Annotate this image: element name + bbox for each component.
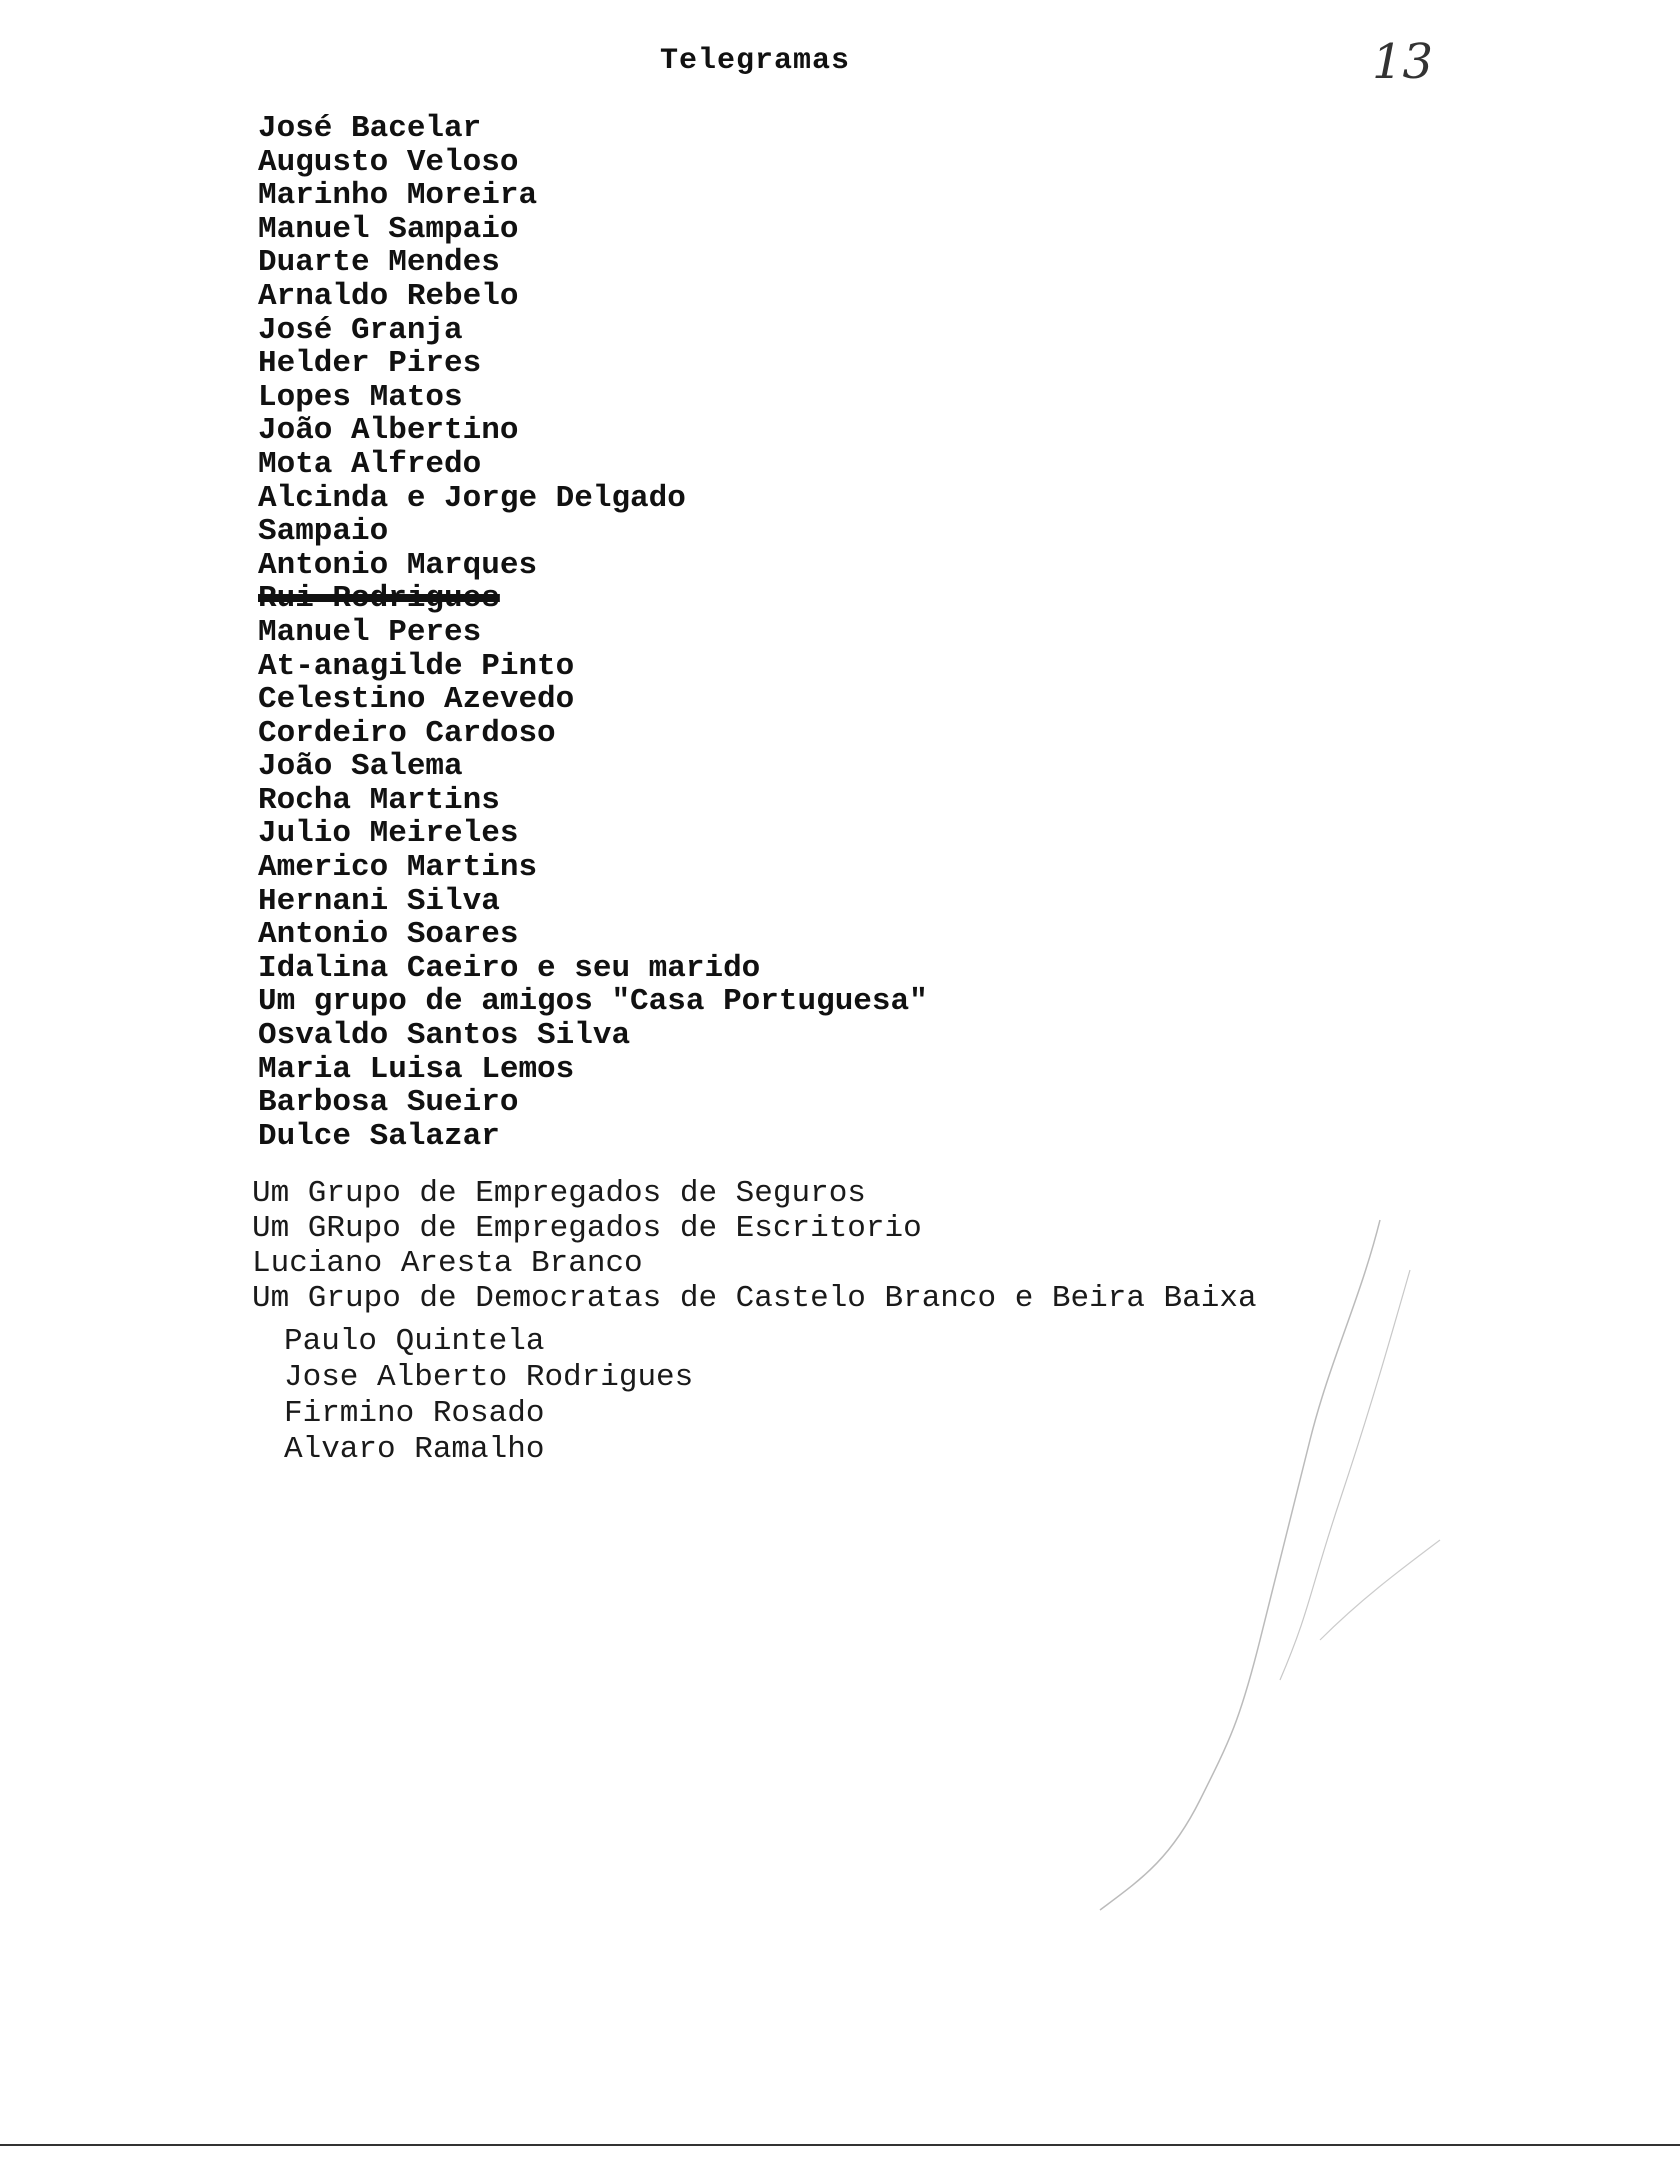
telegram-sender: Duarte Mendes bbox=[258, 245, 500, 281]
telegram-senders-list bbox=[258, 112, 928, 1153]
page-number: 13 bbox=[1372, 34, 1434, 90]
telegram-indented-names-list bbox=[284, 1324, 693, 1468]
telegram-sender: Alcinda e Jorge Delgado bbox=[258, 480, 686, 516]
telegram-sender: Barbosa Sueiro bbox=[258, 1085, 519, 1121]
telegram-sender: At-anagilde Pinto bbox=[258, 648, 575, 684]
telegram-sender: Sampaio bbox=[258, 514, 389, 550]
telegram-sender: Hernani Silva bbox=[258, 883, 500, 919]
telegram-indented-name: Firmino Rosado bbox=[284, 1396, 545, 1431]
telegram-sender: João Salema bbox=[258, 749, 463, 785]
telegram-group: Um Grupo de Democratas de Castelo Branco e Beira Baixa bbox=[252, 1281, 1257, 1316]
telegram-indented-name: Paulo Quintela bbox=[284, 1324, 545, 1359]
pencil-scribble bbox=[1080, 1180, 1480, 1920]
telegram-sender: Idalina Caeiro e seu marido bbox=[258, 950, 761, 986]
telegram-sender: Cordeiro Cardoso bbox=[258, 715, 556, 751]
bottom-rule bbox=[0, 2144, 1680, 2146]
telegram-sender: Americo Martins bbox=[258, 850, 538, 886]
telegram-sender: Augusto Veloso bbox=[258, 144, 519, 180]
telegram-sender: Antonio Marques bbox=[258, 547, 538, 583]
telegram-sender: José Granja bbox=[258, 312, 463, 348]
telegram-group: Um Grupo de Empregados de Seguros bbox=[252, 1176, 866, 1211]
telegram-indented-name: Jose Alberto Rodrigues bbox=[284, 1360, 694, 1395]
telegram-sender: João Albertino bbox=[258, 413, 519, 449]
telegram-sender: Mota Alfredo bbox=[258, 446, 482, 482]
telegram-group: Luciano Aresta Branco bbox=[252, 1246, 643, 1281]
telegram-sender: Osvaldo Santos Silva bbox=[258, 1018, 631, 1054]
telegram-sender: Rui Rodrigues bbox=[258, 581, 500, 617]
telegram-sender: Dulce Salazar bbox=[258, 1118, 500, 1154]
telegram-sender: José Bacelar bbox=[258, 111, 482, 146]
telegram-sender: Julio Meireles bbox=[258, 816, 519, 852]
telegram-sender: Marinho Moreira bbox=[258, 178, 538, 214]
telegram-sender: Maria Luisa Lemos bbox=[258, 1051, 575, 1087]
telegram-sender: Manuel Peres bbox=[258, 614, 482, 650]
telegram-sender: Arnaldo Rebelo bbox=[258, 278, 519, 314]
telegram-sender: Lopes Matos bbox=[258, 379, 463, 415]
telegram-sender: Antonio Soares bbox=[258, 917, 519, 953]
telegram-sender: Celestino Azevedo bbox=[258, 682, 575, 718]
telegram-sender: Rocha Martins bbox=[258, 782, 500, 818]
telegram-sender: Um grupo de amigos "Casa Portuguesa" bbox=[258, 984, 928, 1020]
telegram-sender: Manuel Sampaio bbox=[258, 211, 519, 247]
telegram-indented-name: Alvaro Ramalho bbox=[284, 1432, 545, 1467]
telegram-group: Um GRupo de Empregados de Escritorio bbox=[252, 1211, 922, 1246]
telegram-sender: Helder Pires bbox=[258, 346, 482, 382]
document-title: Telegramas bbox=[660, 44, 851, 78]
